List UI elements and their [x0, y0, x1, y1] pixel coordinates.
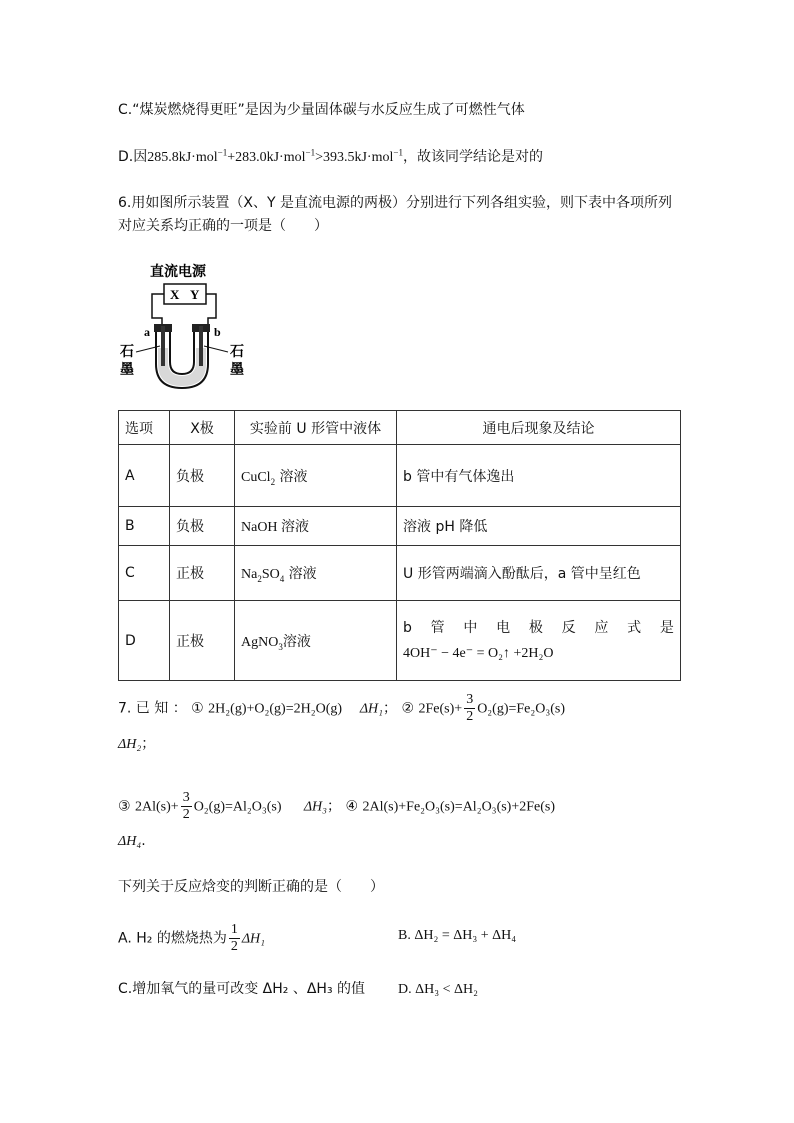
pole-x: X — [170, 287, 180, 302]
q7-option-a: A. H₂ 的燃烧热为 $\frac{1}{2}$ ΔH₁ — [118, 922, 266, 954]
table-row — [119, 507, 681, 546]
header-result: 通电后现象及结论 — [397, 411, 681, 445]
row-result: b 管中有气体逸出 — [397, 445, 681, 507]
left-graphite-electrode — [161, 326, 165, 366]
row-result: 溶液 pH 降低 — [397, 507, 681, 546]
q7-question: 下列关于反应焓变的判断正确的是（ ） — [118, 879, 384, 895]
row-option: D — [119, 601, 170, 681]
row-liquid: $Na_2SO_4$ 溶液 — [235, 546, 397, 601]
left-electrode-label-2: 墨 — [120, 363, 134, 378]
header-x-pole: X极 — [170, 411, 235, 445]
table-row — [119, 546, 681, 601]
row-result — [397, 601, 681, 681]
row-pole: 正极 — [170, 601, 235, 681]
row-option: B — [119, 507, 170, 546]
row-liquid: AgNO$_3$溶液 — [235, 601, 397, 681]
q7-line1: 7. 已 知 ： ① 2H₂(g)+O₂(g)=2H₂O(g) ΔH₁； ② 2Fe(s)+ $\frac{3}{2}$ O₂(g)=Fe₂O₃(s) — [118, 692, 566, 724]
q7-dh4: ΔH₄. — [118, 833, 146, 849]
fraction-three-halves: $\frac{3}{2}$ — [182, 790, 190, 822]
q7-option-d: D. ΔH₃ < ΔH₂ — [398, 982, 478, 997]
q7-option-b: B. ΔH₂ = ΔH₃ + ΔH₄ — [398, 928, 517, 943]
result-line-2: 4OH⁻ − 4e⁻ = O₂↑ +2H₂O — [403, 645, 554, 661]
q7-option-c: C.增加氧气的量可改变 ΔH₂ 、ΔH₃ 的值 — [118, 981, 366, 997]
header-liquid: 实验前 U 形管中液体 — [235, 411, 397, 445]
left-electrode-label-1: 石 — [120, 345, 134, 360]
wire-right — [206, 294, 216, 326]
u-tube-inner — [170, 330, 194, 374]
electrolyte-liquid — [158, 348, 206, 386]
row-option: C — [119, 546, 170, 601]
q6-options-table — [118, 410, 681, 681]
fraction-three-halves: $\frac{3}{2}$ — [466, 692, 474, 724]
row-pole: 负极 — [170, 507, 235, 546]
fraction-one-half: $\frac{1}{2}$ — [230, 922, 238, 954]
row-liquid: NaOH 溶液 — [235, 507, 397, 546]
q5-option-d: D.因285.8kJ·mol$^{-1}$+283.0kJ·mol$^{-1}$>393.5kJ·mol$^{-1}$，故该同学结论是对的 — [118, 147, 543, 165]
table-header-row — [119, 411, 681, 445]
row-result: U 形管两端滴入酚酞后，a 管中呈红色 — [397, 546, 681, 601]
label-b: b — [214, 325, 221, 339]
q7-line3: ③ 2Al(s)+ $\frac{3}{2}$ O₂(g)=Al₂O₃(s) ΔH₃； ④ 2Al(s)+Fe₂O₃(s)=Al₂O₃(s)+2Fe(s) — [118, 790, 556, 822]
right-electrode-label-2: 墨 — [230, 363, 244, 378]
q7-dh2: ΔH₂； — [118, 736, 156, 752]
wire-left — [152, 294, 164, 326]
row-liquid: CuCl$_2$ 溶液 — [235, 445, 397, 507]
table-row — [119, 445, 681, 507]
q6-stem-line1: 6.用如图所示装置（X、Y 是直流电源的两极）分别进行下列各组实验，则下表中各项所列 — [118, 195, 672, 211]
q6-stem-line2: 对应关系均正确的一项是（ ） — [118, 218, 328, 234]
row-option: A — [119, 445, 170, 507]
table-row — [119, 601, 681, 681]
right-electrode-label-1: 石 — [230, 345, 244, 360]
right-graphite-electrode — [199, 326, 203, 366]
row-pole: 正极 — [170, 546, 235, 601]
pole-y: Y — [190, 287, 200, 302]
result-line-1: b 管 中 电 极 反 应 式 是 — [403, 619, 674, 636]
power-label: 直流电源 — [150, 265, 206, 280]
row-pole: 负极 — [170, 445, 235, 507]
u-tube-electrolysis-diagram — [116, 256, 246, 396]
header-option: 选项 — [119, 411, 170, 445]
label-a: a — [144, 325, 150, 339]
q5-option-c: C.“煤炭燃烧得更旺”是因为少量固体碳与水反应生成了可燃性气体 — [118, 102, 525, 118]
